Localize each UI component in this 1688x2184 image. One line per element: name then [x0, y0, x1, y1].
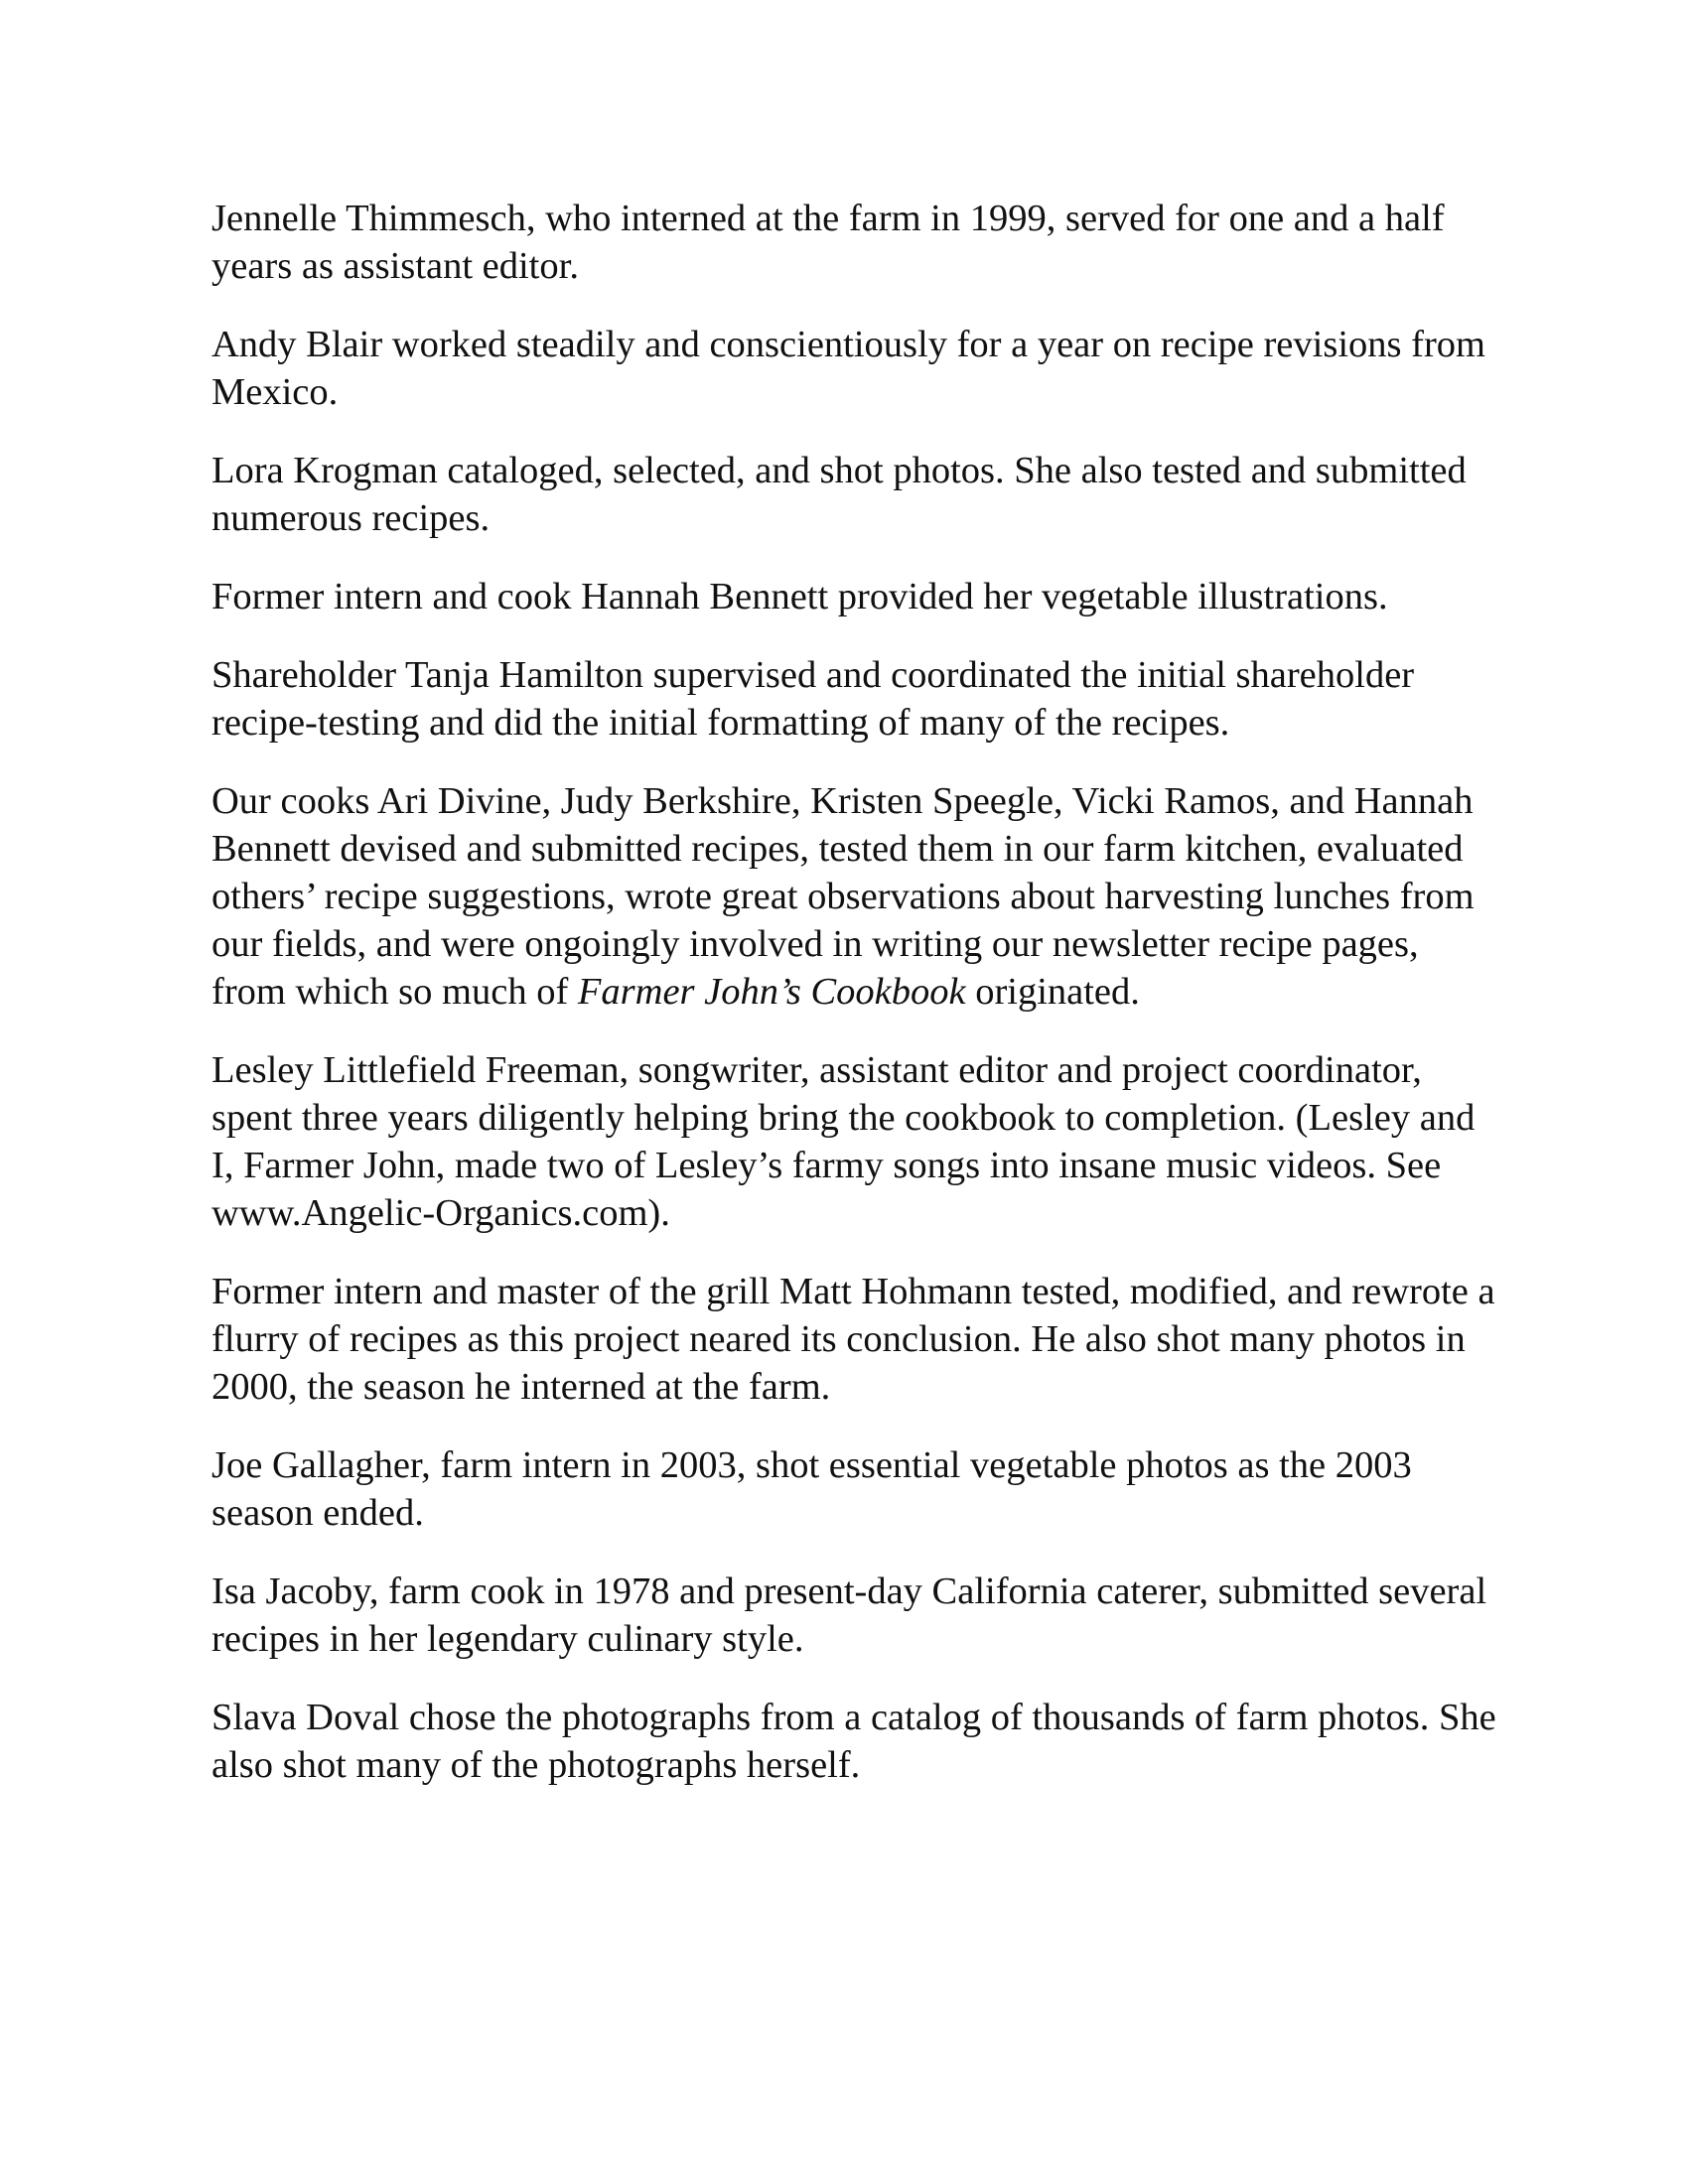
paragraph-bennett: Former intern and cook Hannah Bennett provided her vegetable illustrations.: [211, 576, 1388, 617]
paragraph-doval: Slava Doval chose the photographs from a catalog of thousands of farm photos. She also shot many of the photographs herself.: [211, 1697, 1496, 1786]
acknowledgements-text: [211, 195, 1502, 1820]
paragraph-cooks-text-before: Our cooks Ari Divine, Judy Berkshire, Kristen Speegle, Vicki Ramos, and Hannah Bennett devised and submitted recipes, tested them in our farm kitchen, evaluated others’ recipe suggestions, wrote great observations about harvesting lunches from our fields, and were ongoingly involved in writing our newsletter recipe pages, from which so much of: [211, 780, 1475, 1013]
paragraph-freeman: Lesley Littlefield Freeman, songwriter, assistant editor and project coordinator, spent three years diligently helping bring the cookbook to completion. (Lesley and I, Farmer John, made two of Lesley’s farmy songs into insane music videos. See www.Angelic-Organics.com).: [211, 1049, 1476, 1234]
paragraph-cooks: [211, 777, 1502, 1016]
paragraph-krogman: Lora Krogman cataloged, selected, and shot photos. She also tested and submitted numerous recipes.: [211, 450, 1467, 539]
cookbook-title: Farmer John’s Cookbook: [577, 971, 966, 1013]
paragraph-cooks-text-after: originated.: [965, 971, 1140, 1013]
paragraph-hohmann: Former intern and master of the grill Matt Hohmann tested, modified, and rewrote a flurry of recipes as this project neared its conclusion. He also shot many photos in 2000, the season he interned at the farm.: [211, 1271, 1495, 1408]
paragraph-blair: Andy Blair worked steadily and conscientiously for a year on recipe revisions from Mexico.: [211, 324, 1485, 413]
paragraph-gallagher: Joe Gallagher, farm intern in 2003, shot essential vegetable photos as the 2003 season ended.: [211, 1444, 1412, 1534]
paragraph-jacoby: Isa Jacoby, farm cook in 1978 and present-day California caterer, submitted several recipes in her legendary culinary style.: [211, 1570, 1487, 1660]
paragraph-hamilton: Shareholder Tanja Hamilton supervised and coordinated the initial shareholder recipe-testing and did the initial formatting of many of the recipes.: [211, 654, 1415, 744]
paragraph-thimmesch: Jennelle Thimmesch, who interned at the farm in 1999, served for one and a half years as assistant editor.: [211, 198, 1445, 287]
